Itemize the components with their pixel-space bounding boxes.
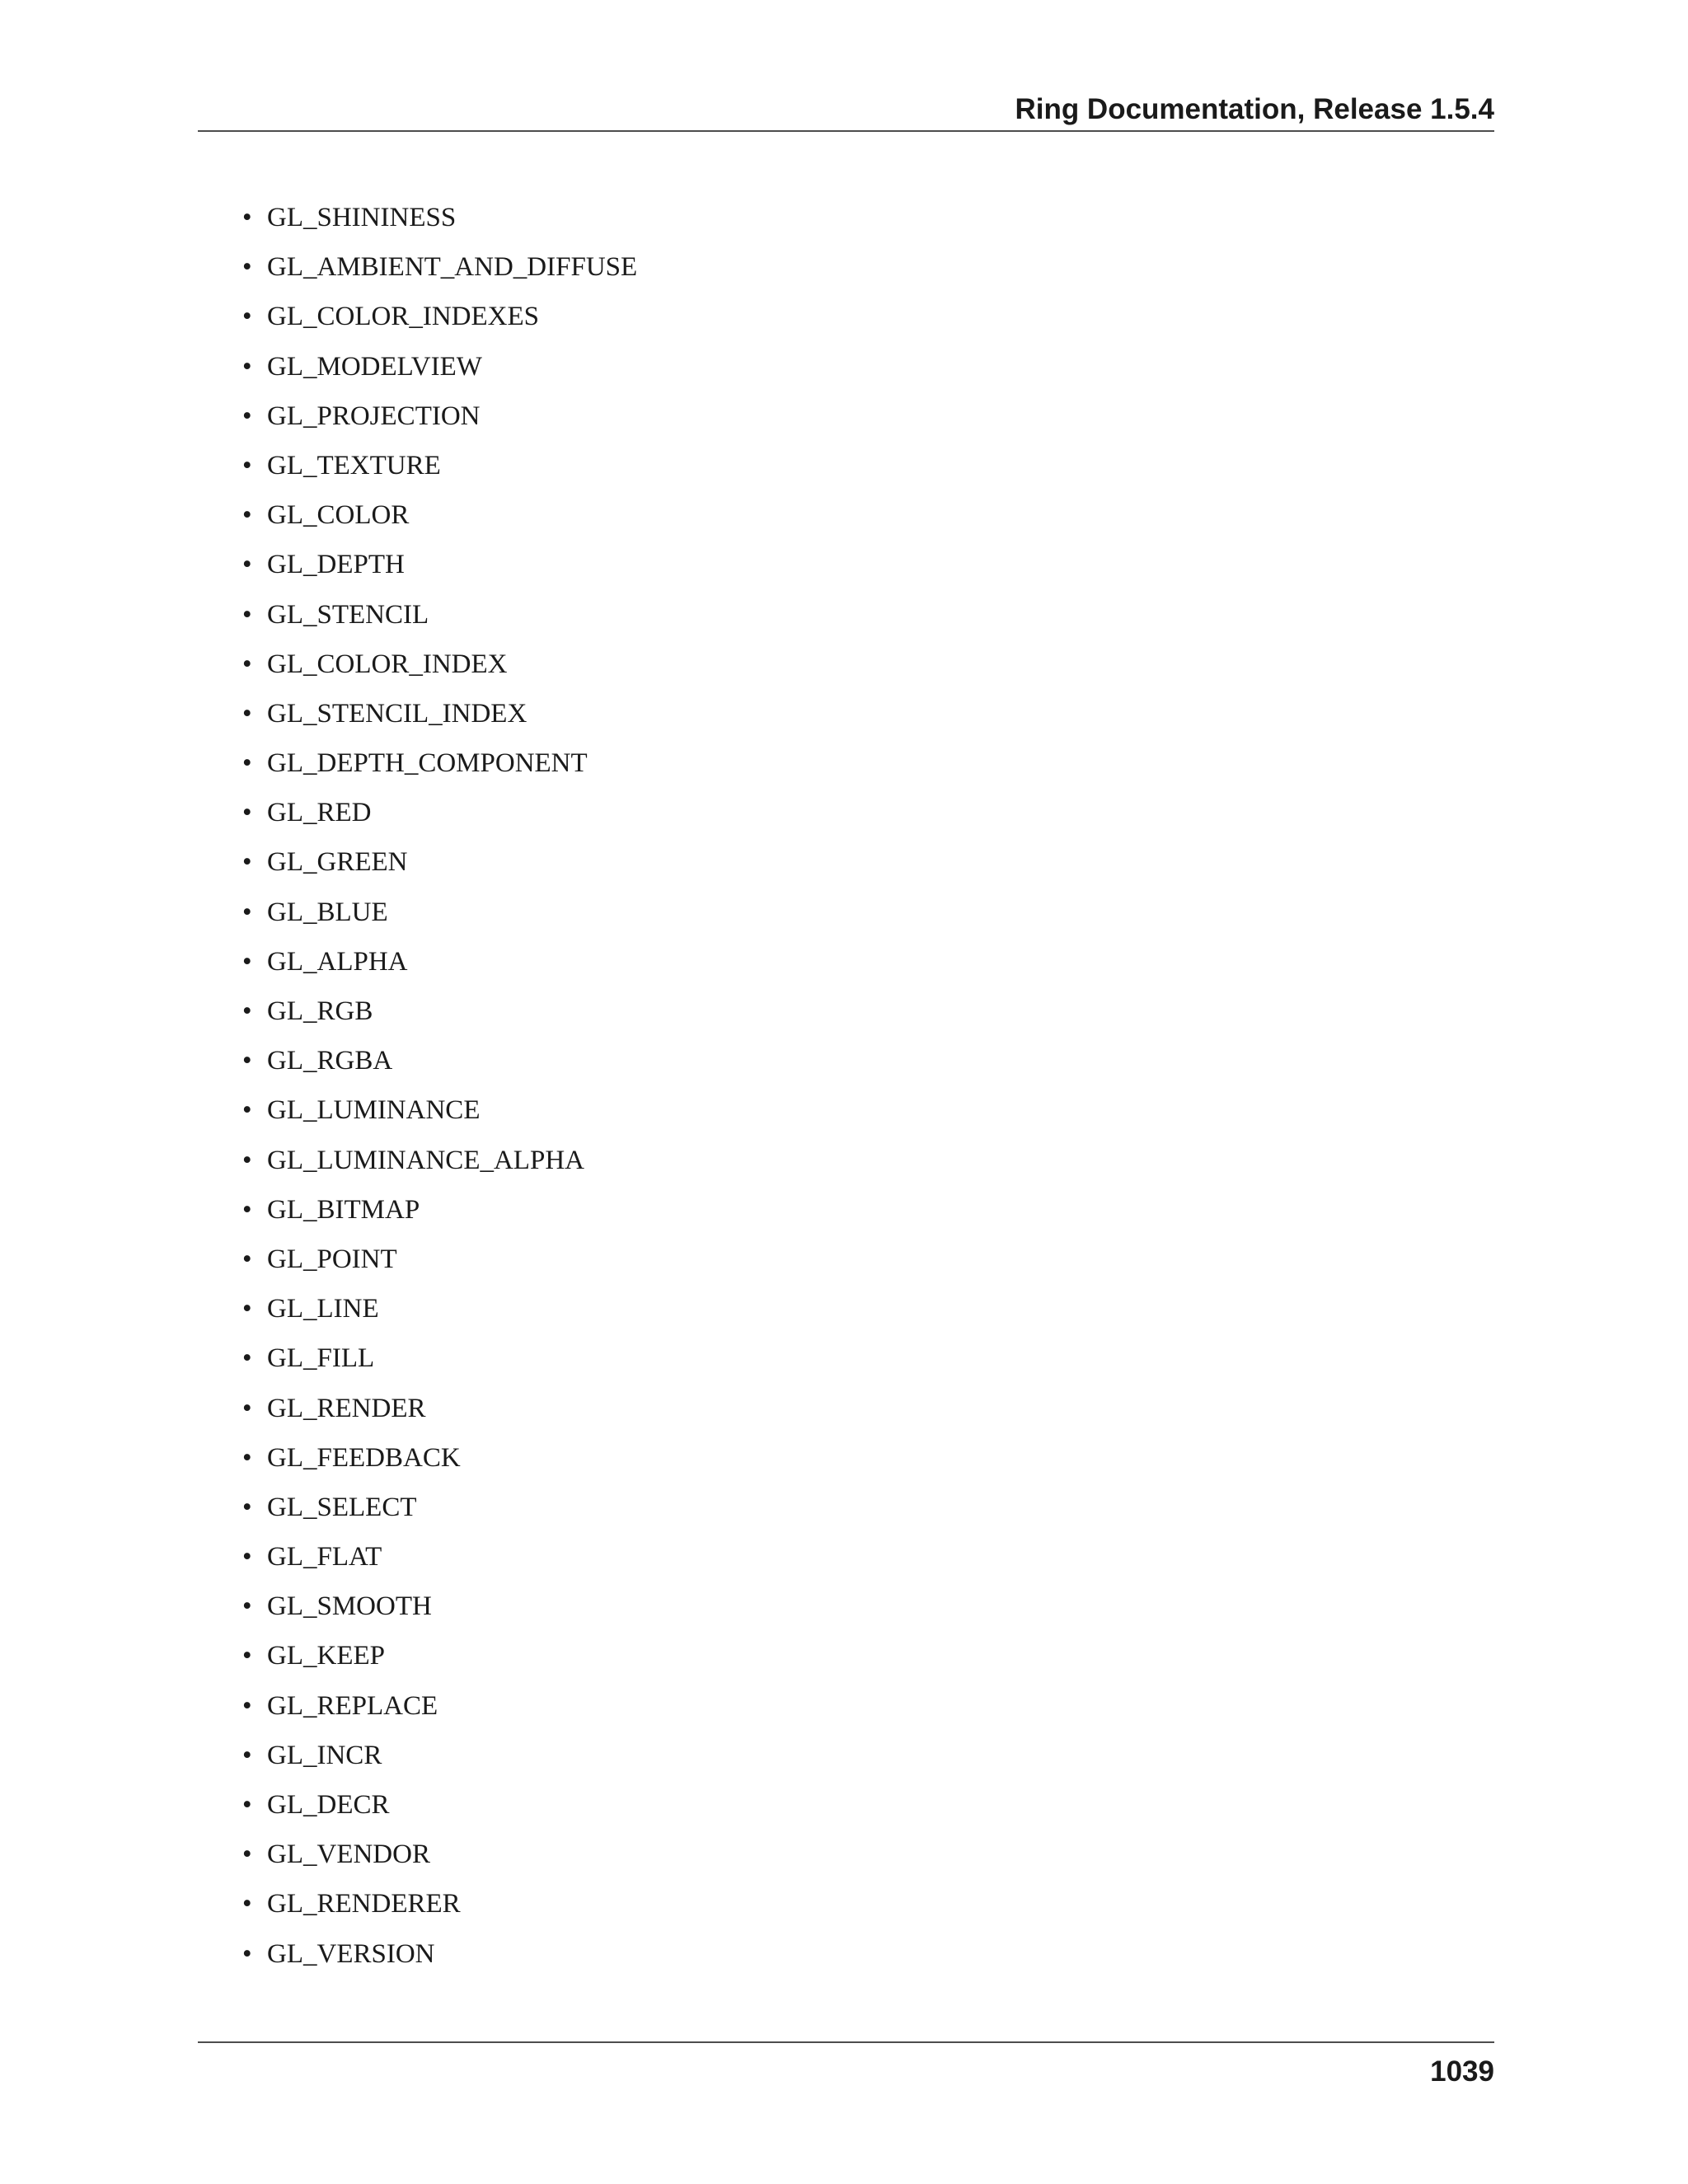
- list-item-text: GL_KEEP: [267, 1641, 385, 1671]
- list-item-text: GL_STENCIL_INDEX: [267, 698, 528, 729]
- bullet-icon: •: [242, 1294, 252, 1324]
- list-item-text: GL_AMBIENT_AND_DIFFUSE: [267, 252, 638, 283]
- list-item-text: GL_BITMAP: [267, 1194, 420, 1225]
- list-item-text: GL_RENDER: [267, 1393, 426, 1423]
- bullet-icon: •: [242, 1194, 252, 1225]
- list-item-text: GL_SMOOTH: [267, 1591, 432, 1622]
- list-item-text: GL_FILL: [267, 1343, 375, 1374]
- bullet-icon: •: [242, 996, 252, 1026]
- list-item-text: GL_RENDERER: [267, 1889, 461, 1919]
- list-item-text: GL_MODELVIEW: [267, 351, 482, 382]
- bullet-icon: •: [242, 1889, 252, 1919]
- bullet-icon: •: [242, 698, 252, 729]
- bullet-icon: •: [242, 847, 252, 878]
- list-item-text: GL_INCR: [267, 1740, 382, 1770]
- list-item-text: GL_DEPTH: [267, 550, 405, 580]
- list-item-text: GL_LUMINANCE_ALPHA: [267, 1145, 584, 1175]
- bullet-icon: •: [242, 500, 252, 531]
- bullet-icon: •: [242, 302, 252, 332]
- bullet-icon: •: [242, 1343, 252, 1374]
- list-item-text: GL_VENDOR: [267, 1840, 430, 1870]
- bullet-icon: •: [242, 401, 252, 431]
- bullet-icon: •: [242, 599, 252, 630]
- list-item-text: GL_BLUE: [267, 897, 388, 927]
- bullet-icon: •: [242, 550, 252, 580]
- list-item-text: GL_TEXTURE: [267, 450, 441, 480]
- bullet-icon: •: [242, 1690, 252, 1721]
- bullet-icon: •: [242, 252, 252, 283]
- bullet-icon: •: [242, 1740, 252, 1770]
- list-item-text: GL_SELECT: [267, 1492, 417, 1522]
- bullet-icon: •: [242, 1938, 252, 1969]
- list-item-text: GL_LUMINANCE: [267, 1095, 481, 1126]
- bullet-icon: •: [242, 1840, 252, 1870]
- bullet-icon: •: [242, 1244, 252, 1274]
- bullet-icon: •: [242, 1492, 252, 1522]
- list-item-text: GL_DEPTH_COMPONENT: [267, 748, 588, 779]
- list-item-text: GL_COLOR_INDEX: [267, 649, 508, 679]
- list-item-text: GL_VERSION: [267, 1938, 435, 1969]
- list-item-text: GL_COLOR: [267, 500, 410, 531]
- list-item-text: GL_STENCIL: [267, 599, 429, 630]
- header-title: Ring Documentation, Release 1.5.4: [1015, 93, 1494, 125]
- bullet-icon: •: [242, 1442, 252, 1473]
- bullet-icon: •: [242, 351, 252, 382]
- list-item-text: GL_RGBA: [267, 1046, 393, 1076]
- list-item-text: GL_RED: [267, 798, 372, 828]
- list-item-text: GL_LINE: [267, 1294, 379, 1324]
- list-item-text: GL_FLAT: [267, 1542, 382, 1572]
- bullet-icon: •: [242, 946, 252, 977]
- bullet-icon: •: [242, 1790, 252, 1820]
- bullet-icon: •: [242, 1145, 252, 1175]
- bullet-icon: •: [242, 1591, 252, 1622]
- bullet-icon: •: [242, 1542, 252, 1572]
- list-item-text: GL_DECR: [267, 1790, 390, 1820]
- page-header: [198, 89, 1494, 132]
- list-item-text: GL_REPLACE: [267, 1690, 438, 1721]
- bullet-icon: •: [242, 203, 252, 232]
- bullet-icon: •: [242, 748, 252, 779]
- list-item-text: GL_ALPHA: [267, 946, 408, 977]
- bullet-icon: •: [242, 798, 252, 828]
- list-item-text: GL_FEEDBACK: [267, 1442, 461, 1473]
- bullet-icon: •: [242, 897, 252, 927]
- bullet-icon: •: [242, 649, 252, 679]
- bullet-icon: •: [242, 1393, 252, 1423]
- list-item-text: GL_PROJECTION: [267, 401, 481, 431]
- page-footer: [198, 2041, 1494, 2088]
- list-item-text: GL_POINT: [267, 1244, 397, 1274]
- list-item-text: GL_SHININESS: [267, 203, 457, 232]
- list-item-text: GL_COLOR_INDEXES: [267, 302, 539, 332]
- bullet-icon: •: [242, 1095, 252, 1126]
- list-item-text: GL_GREEN: [267, 847, 408, 878]
- bullet-icon: •: [242, 1641, 252, 1671]
- page-number: 1039: [1430, 2055, 1494, 2088]
- bullet-icon: •: [242, 1046, 252, 1076]
- list-item-text: GL_RGB: [267, 996, 373, 1026]
- bullet-icon: •: [242, 450, 252, 480]
